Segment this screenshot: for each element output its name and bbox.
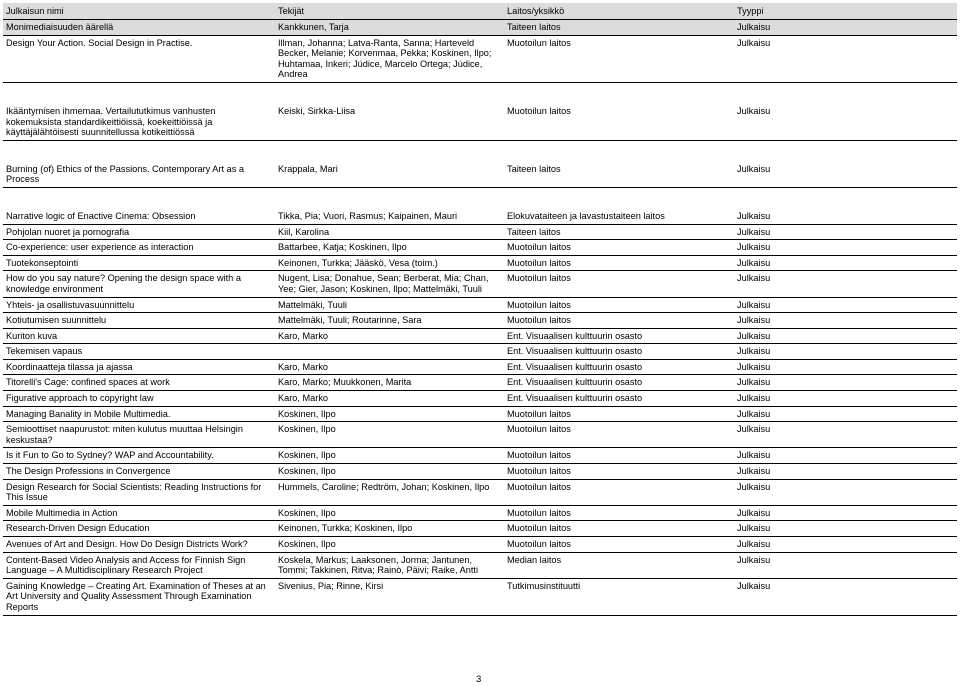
table-row <box>3 359 957 375</box>
publication-unit: Muotoilun laitos <box>504 537 734 553</box>
col-header-title: Julkaisun nimi <box>3 3 275 20</box>
publication-authors: Tikka, Pia; Vuori, Rasmus; Kaipainen, Mauri <box>275 209 504 224</box>
publication-title: Gaining Knowledge – Creating Art. Examination of Theses at an Art University and Quality Assessment Through Examination Reports <box>3 578 275 615</box>
publication-type: Julkaisu <box>734 344 957 360</box>
publication-authors: Sivenius, Pia; Rinne, Kirsi <box>275 578 504 615</box>
publication-unit: Taiteen laitos <box>504 162 734 188</box>
publication-type: Julkaisu <box>734 271 957 297</box>
publication-type: Julkaisu <box>734 406 957 422</box>
col-header-authors: Tekijät <box>275 3 504 20</box>
publication-type: Julkaisu <box>734 209 957 224</box>
table-row <box>3 224 957 240</box>
publication-type: Julkaisu <box>734 255 957 271</box>
table-row <box>3 448 957 464</box>
publication-authors <box>275 344 504 360</box>
publication-title: Yhteis- ja osallistuvasuunnittelu <box>3 297 275 313</box>
table-row <box>3 255 957 271</box>
table-row <box>3 344 957 360</box>
publication-authors: Mattelmäki, Tuuli; Routarinne, Sara <box>275 313 504 329</box>
publication-type: Julkaisu <box>734 537 957 553</box>
publication-title: Tekemisen vapaus <box>3 344 275 360</box>
publication-authors: Krappala, Mari <box>275 162 504 188</box>
publication-authors: Battarbee, Katja; Koskinen, Ilpo <box>275 240 504 256</box>
table-row <box>3 479 957 505</box>
header-row <box>3 3 957 20</box>
publication-type: Julkaisu <box>734 464 957 480</box>
publication-authors: Koskinen, Ilpo <box>275 537 504 553</box>
row-spacer <box>3 140 957 162</box>
publication-authors: Koskinen, Ilpo <box>275 505 504 521</box>
publication-title: Research-Driven Design Education <box>3 521 275 537</box>
publication-unit: Muotoilun laitos <box>504 313 734 329</box>
table-row <box>3 552 957 578</box>
publication-authors: Hummels, Caroline; Redtröm, Johan; Koskinen, Ilpo <box>275 479 504 505</box>
publication-type: Julkaisu <box>734 162 957 188</box>
publication-unit: Muotoilun laitos <box>504 521 734 537</box>
publication-authors: Nugent, Lisa; Donahue, Sean; Berberat, Mia; Chan, Yee; Gier, Jason; Koskinen, Ilpo; Mattelmäki, Tuuli <box>275 271 504 297</box>
publication-authors: Illman, Johanna; Latva-Ranta, Sanna; Harteveld Becker, Melanie; Korvenmaa, Pekka; Koskinen, Ilpo; Huhtamaa, Inkeri; Júdice, Marcelo Ortega; Júdice, Andrea <box>275 35 504 82</box>
publication-unit: Ent. Visuaalisen kulttuurin osasto <box>504 328 734 344</box>
page-number: 3 <box>476 674 482 685</box>
col-header-unit: Laitos/yksikkö <box>504 3 734 20</box>
table-row <box>3 406 957 422</box>
publication-type: Julkaisu <box>734 521 957 537</box>
publication-unit: Elokuvataiteen ja lavastustaiteen laitos <box>504 209 734 224</box>
row-spacer-cell <box>3 187 957 209</box>
publication-title: Monimediaisuuden äärellä <box>3 20 275 36</box>
publication-unit: Muotoilun laitos <box>504 464 734 480</box>
publication-unit: Muotoilun laitos <box>504 479 734 505</box>
publication-title: Is it Fun to Go to Sydney? WAP and Accountability. <box>3 448 275 464</box>
publication-type: Julkaisu <box>734 359 957 375</box>
publication-title: Figurative approach to copyright law <box>3 391 275 407</box>
table-row <box>3 104 957 140</box>
publication-unit: Muotoilun laitos <box>504 406 734 422</box>
row-spacer-cell <box>3 82 957 104</box>
publication-unit: Ent. Visuaalisen kulttuurin osasto <box>504 359 734 375</box>
publication-authors: Koskinen, Ilpo <box>275 422 504 448</box>
publication-unit: Taiteen laitos <box>504 20 734 36</box>
table-row <box>3 35 957 82</box>
table-row <box>3 297 957 313</box>
table-row <box>3 391 957 407</box>
publication-title: Design Research for Social Scientists: Reading Instructions for This Issue <box>3 479 275 505</box>
publication-authors: Koskinen, Ilpo <box>275 448 504 464</box>
table-body <box>3 20 957 616</box>
publication-title: Kuriton kuva <box>3 328 275 344</box>
publication-type: Julkaisu <box>734 240 957 256</box>
publication-type: Julkaisu <box>734 375 957 391</box>
table-row <box>3 422 957 448</box>
table-row <box>3 578 957 615</box>
publication-unit: Ent. Visuaalisen kulttuurin osasto <box>504 391 734 407</box>
publication-type: Julkaisu <box>734 35 957 82</box>
publication-title: Titorelli's Cage: confined spaces at work <box>3 375 275 391</box>
publication-type: Julkaisu <box>734 20 957 36</box>
publication-unit: Muotoilun laitos <box>504 297 734 313</box>
publication-unit: Taiteen laitos <box>504 224 734 240</box>
publication-unit: Ent. Visuaalisen kulttuurin osasto <box>504 344 734 360</box>
publication-type: Julkaisu <box>734 505 957 521</box>
publication-title: Burning (of) Ethics of the Passions. Contemporary Art as a Process <box>3 162 275 188</box>
publication-type: Julkaisu <box>734 313 957 329</box>
table-row <box>3 464 957 480</box>
publication-title: Pohjolan nuoret ja pornografia <box>3 224 275 240</box>
publication-unit: Muotoilun laitos <box>504 505 734 521</box>
publication-type: Julkaisu <box>734 391 957 407</box>
publication-title: Tuotekonseptointi <box>3 255 275 271</box>
publication-type: Julkaisu <box>734 479 957 505</box>
publication-unit: Muotoilun laitos <box>504 35 734 82</box>
publication-unit: Median laitos <box>504 552 734 578</box>
publication-title: Narrative logic of Enactive Cinema: Obsession <box>3 209 275 224</box>
publication-title: Content-Based Video Analysis and Access for Finnish Sign Language – A Multidisciplinary Research Project <box>3 552 275 578</box>
publication-type: Julkaisu <box>734 328 957 344</box>
table-row <box>3 20 957 36</box>
publication-unit: Muotoilun laitos <box>504 255 734 271</box>
publication-title: Ikääntymisen ihmemaa. Vertailututkimus vanhusten kokemuksista standardikeittiöissä, koekeittiöissä ja käyttäjälähtöisesti suunnitellussa kotikeittiössä <box>3 104 275 140</box>
publication-authors: Kiil, Karolina <box>275 224 504 240</box>
publication-title: Semioottiset naapurustot: miten kulutus muuttaa Helsingin keskustaa? <box>3 422 275 448</box>
table-row <box>3 375 957 391</box>
publication-title: Mobile Multimedia in Action <box>3 505 275 521</box>
row-spacer-cell <box>3 140 957 162</box>
publication-title: Avenues of Art and Design. How Do Design Districts Work? <box>3 537 275 553</box>
publication-title: Design Your Action. Social Design in Practise. <box>3 35 275 82</box>
publication-unit: Muotoilun laitos <box>504 240 734 256</box>
publication-authors: Karo, Marko; Muukkonen, Marita <box>275 375 504 391</box>
publication-authors: Karo, Marko <box>275 391 504 407</box>
publication-title: How do you say nature? Opening the design space with a knowledge environment <box>3 271 275 297</box>
publication-authors: Keinonen, Turkka; Jääskö, Vesa (toim.) <box>275 255 504 271</box>
table-row <box>3 537 957 553</box>
table-row <box>3 271 957 297</box>
publication-type: Julkaisu <box>734 224 957 240</box>
publication-unit: Muotoilun laitos <box>504 271 734 297</box>
publication-title: Kotiutumisen suunnittelu <box>3 313 275 329</box>
publication-unit: Ent. Visuaalisen kulttuurin osasto <box>504 375 734 391</box>
publication-title: Koordinaatteja tilassa ja ajassa <box>3 359 275 375</box>
publication-authors: Kankkunen, Tarja <box>275 20 504 36</box>
table-row <box>3 328 957 344</box>
publication-title: The Design Professions in Convergence <box>3 464 275 480</box>
row-spacer <box>3 187 957 209</box>
publication-title: Managing Banality in Mobile Multimedia. <box>3 406 275 422</box>
publication-authors: Koskinen, Ilpo <box>275 406 504 422</box>
publication-unit: Muotoilun laitos <box>504 422 734 448</box>
publication-unit: Tutkimusinstituutti <box>504 578 734 615</box>
table-row <box>3 240 957 256</box>
publication-authors: Mattelmäki, Tuuli <box>275 297 504 313</box>
col-header-type: Tyyppi <box>734 3 957 20</box>
publication-authors: Keiski, Sirkka-Liisa <box>275 104 504 140</box>
row-spacer <box>3 82 957 104</box>
table-row <box>3 313 957 329</box>
publication-authors: Keinonen, Turkka; Koskinen, Ilpo <box>275 521 504 537</box>
publication-authors: Karo, Marko <box>275 359 504 375</box>
table-row <box>3 162 957 188</box>
publications-table <box>3 3 957 616</box>
table-row <box>3 505 957 521</box>
publication-authors: Karo, Marko <box>275 328 504 344</box>
publication-type: Julkaisu <box>734 422 957 448</box>
publication-type: Julkaisu <box>734 552 957 578</box>
publication-unit: Muotoilun laitos <box>504 104 734 140</box>
publication-unit: Muotoilun laitos <box>504 448 734 464</box>
publication-type: Julkaisu <box>734 297 957 313</box>
publication-type: Julkaisu <box>734 448 957 464</box>
publication-type: Julkaisu <box>734 104 957 140</box>
publication-type: Julkaisu <box>734 578 957 615</box>
publication-title: Co-experience: user experience as interaction <box>3 240 275 256</box>
table-row <box>3 521 957 537</box>
publication-authors: Koskinen, Ilpo <box>275 464 504 480</box>
publication-authors: Koskela, Markus; Laaksonen, Jorma; Jantunen, Tommi; Takkinen, Ritva; Rainò, Päivi; Raike, Antti <box>275 552 504 578</box>
table-row <box>3 209 957 224</box>
